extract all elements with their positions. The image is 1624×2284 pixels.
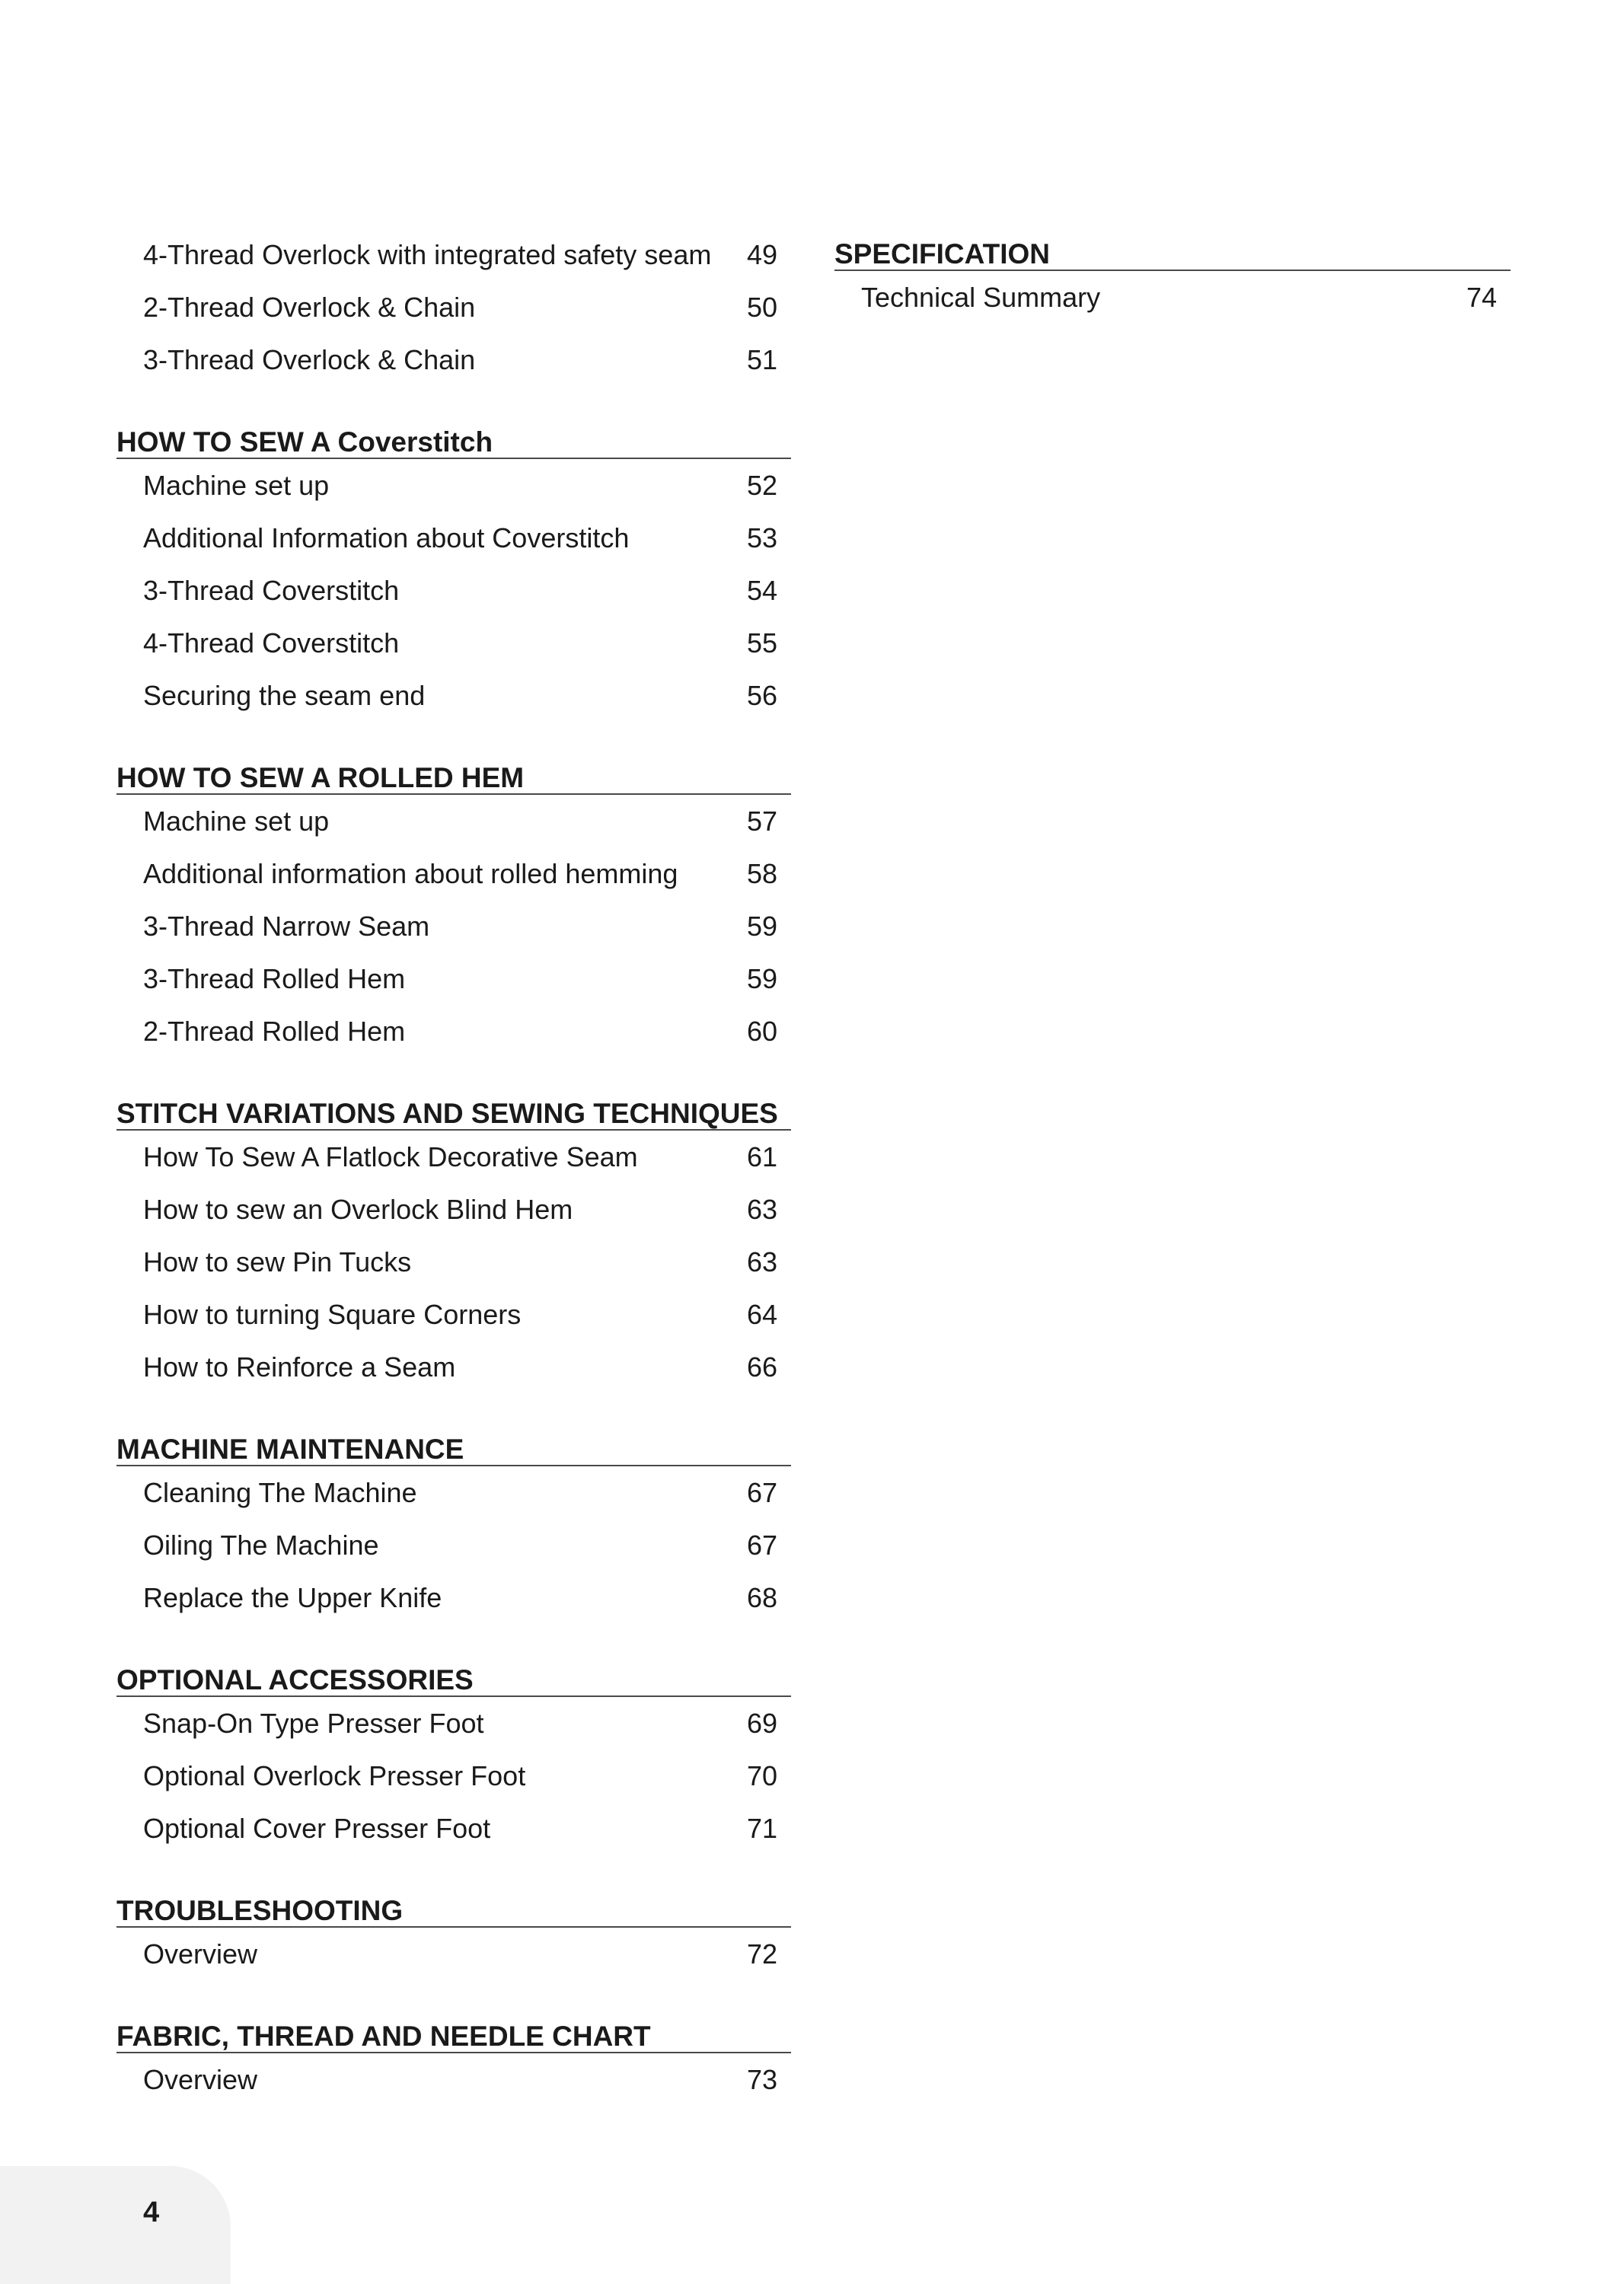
entry-page: 57 [746,805,777,837]
entry-title: Additional information about rolled hemming [143,858,678,889]
continued-entries [116,228,791,386]
entry-title: Overview [143,2064,258,2095]
section-heading [116,1418,791,1466]
toc-entry[interactable] [116,1341,791,1393]
entry-title: 3-Thread Overlock & Chain [143,344,476,375]
toc-entry[interactable] [116,1466,791,1519]
toc-entry[interactable] [116,669,791,722]
entry-page: 49 [746,239,777,270]
entry-page: 73 [746,2064,777,2095]
entry-page: 52 [746,470,777,501]
toc-entry[interactable] [116,459,791,512]
toc-entry[interactable] [116,512,791,564]
entry-title: Securing the seam end [143,680,426,711]
toc-entry[interactable] [116,617,791,669]
entry-title: Additional Information about Coverstitch [143,522,630,553]
toc-section-fabric-chart [116,2005,791,2106]
entry-title: 2-Thread Overlock & Chain [143,292,476,323]
entry-title: Replace the Upper Knife [143,1582,442,1613]
section-heading [116,1880,791,1928]
entry-page: 59 [746,963,777,994]
toc-entry[interactable] [116,1519,791,1571]
entry-page: 72 [746,1938,777,1970]
toc-entry[interactable] [116,1131,791,1183]
toc-section-machine-maintenance [116,1418,791,1624]
section-heading-text: STITCH VARIATIONS AND SEWING TECHNIQUES [116,1098,778,1129]
section-heading-text: HOW TO SEW A ROLLED HEM [116,762,525,793]
section-heading-text: SPECIFICATION [834,238,1050,270]
entry-page: 53 [746,522,777,553]
entry-title: How to sew Pin Tucks [143,1246,412,1278]
entry-page: 66 [746,1351,777,1383]
entry-title: Cleaning The Machine [143,1477,417,1508]
toc-section-stitch-variations [116,1083,791,1393]
toc-entry[interactable] [116,952,791,1005]
toc-entry[interactable] [116,333,791,386]
section-heading [116,1649,791,1697]
entry-title: Machine set up [143,470,330,501]
entry-title: Machine set up [143,805,330,837]
section-heading-text: HOW TO SEW A Coverstitch [116,426,493,458]
entry-title: 4-Thread Coverstitch [143,627,400,659]
toc-entry[interactable] [116,228,791,281]
page-number-tab [0,2166,231,2284]
entry-title: Technical Summary [861,282,1101,313]
toc-entry[interactable] [116,1928,791,1980]
toc-entry[interactable] [116,900,791,952]
entry-page: 63 [746,1246,777,1278]
toc-entry[interactable] [116,1183,791,1236]
entry-title: Overview [143,1938,258,1970]
entry-page: 68 [746,1582,777,1613]
entry-page: 63 [746,1194,777,1225]
toc-right-column [834,228,1511,324]
toc-section-troubleshooting [116,1880,791,1980]
toc-entry[interactable] [116,281,791,333]
entry-page: 60 [746,1016,777,1047]
entry-title: 2-Thread Rolled Hem [143,1016,406,1047]
entry-page: 61 [746,1141,777,1172]
section-heading [834,228,1511,271]
section-heading [116,411,791,459]
entry-title: 4-Thread Overlock with integrated safety seam [143,239,712,270]
section-heading [116,747,791,795]
entry-title: Oiling The Machine [143,1530,379,1561]
entry-page: 69 [746,1708,777,1739]
entry-title: Optional Overlock Presser Foot [143,1760,526,1791]
toc-entry[interactable] [116,1005,791,1057]
entry-page: 59 [746,911,777,942]
toc-entry[interactable] [116,795,791,847]
entry-title: How to Reinforce a Seam [143,1351,456,1383]
toc-left-column [116,228,791,2106]
entry-page: 58 [746,858,777,889]
toc-entry[interactable] [116,1571,791,1624]
toc-entry[interactable] [116,847,791,900]
toc-entry[interactable] [116,1802,791,1855]
entry-page: 56 [746,680,777,711]
entry-page: 55 [746,627,777,659]
section-heading [116,2005,791,2053]
entry-title: How to sew an Overlock Blind Hem [143,1194,573,1225]
entry-title: How to turning Square Corners [143,1299,522,1330]
toc-section-coverstitch [116,411,791,722]
section-heading-text: MACHINE MAINTENANCE [116,1434,464,1465]
toc-entry[interactable] [116,2053,791,2106]
toc-entry[interactable] [116,1288,791,1341]
toc-entry[interactable] [834,271,1511,324]
toc-entry[interactable] [116,1750,791,1802]
page-number: 4 [143,2196,160,2228]
entry-title: Snap-On Type Presser Foot [143,1708,484,1739]
entry-title: Optional Cover Presser Foot [143,1813,491,1844]
toc-section-rolled-hem [116,747,791,1057]
section-heading-text: OPTIONAL ACCESSORIES [116,1664,474,1695]
entry-page: 54 [746,575,777,606]
toc-entry[interactable] [116,564,791,617]
entry-page: 70 [746,1760,777,1791]
entry-page: 71 [746,1813,777,1844]
section-heading [116,1083,791,1131]
entry-page: 50 [746,292,777,323]
entry-page: 67 [746,1530,777,1561]
section-heading-text: FABRIC, THREAD AND NEEDLE CHART [116,2021,651,2052]
entry-page: 64 [746,1299,777,1330]
toc-entry[interactable] [116,1236,791,1288]
toc-section-optional-accessories [116,1649,791,1855]
entry-page: 51 [746,344,777,375]
entry-title: 3-Thread Rolled Hem [143,963,406,994]
entry-page: 67 [746,1477,777,1508]
toc-section-specification [834,228,1511,324]
section-heading-text: TROUBLESHOOTING [116,1895,404,1926]
entry-page: 74 [1466,282,1497,313]
toc-entry[interactable] [116,1697,791,1750]
entry-title: 3-Thread Narrow Seam [143,911,430,942]
entry-title: How To Sew A Flatlock Decorative Seam [143,1141,638,1172]
entry-title: 3-Thread Coverstitch [143,575,400,606]
